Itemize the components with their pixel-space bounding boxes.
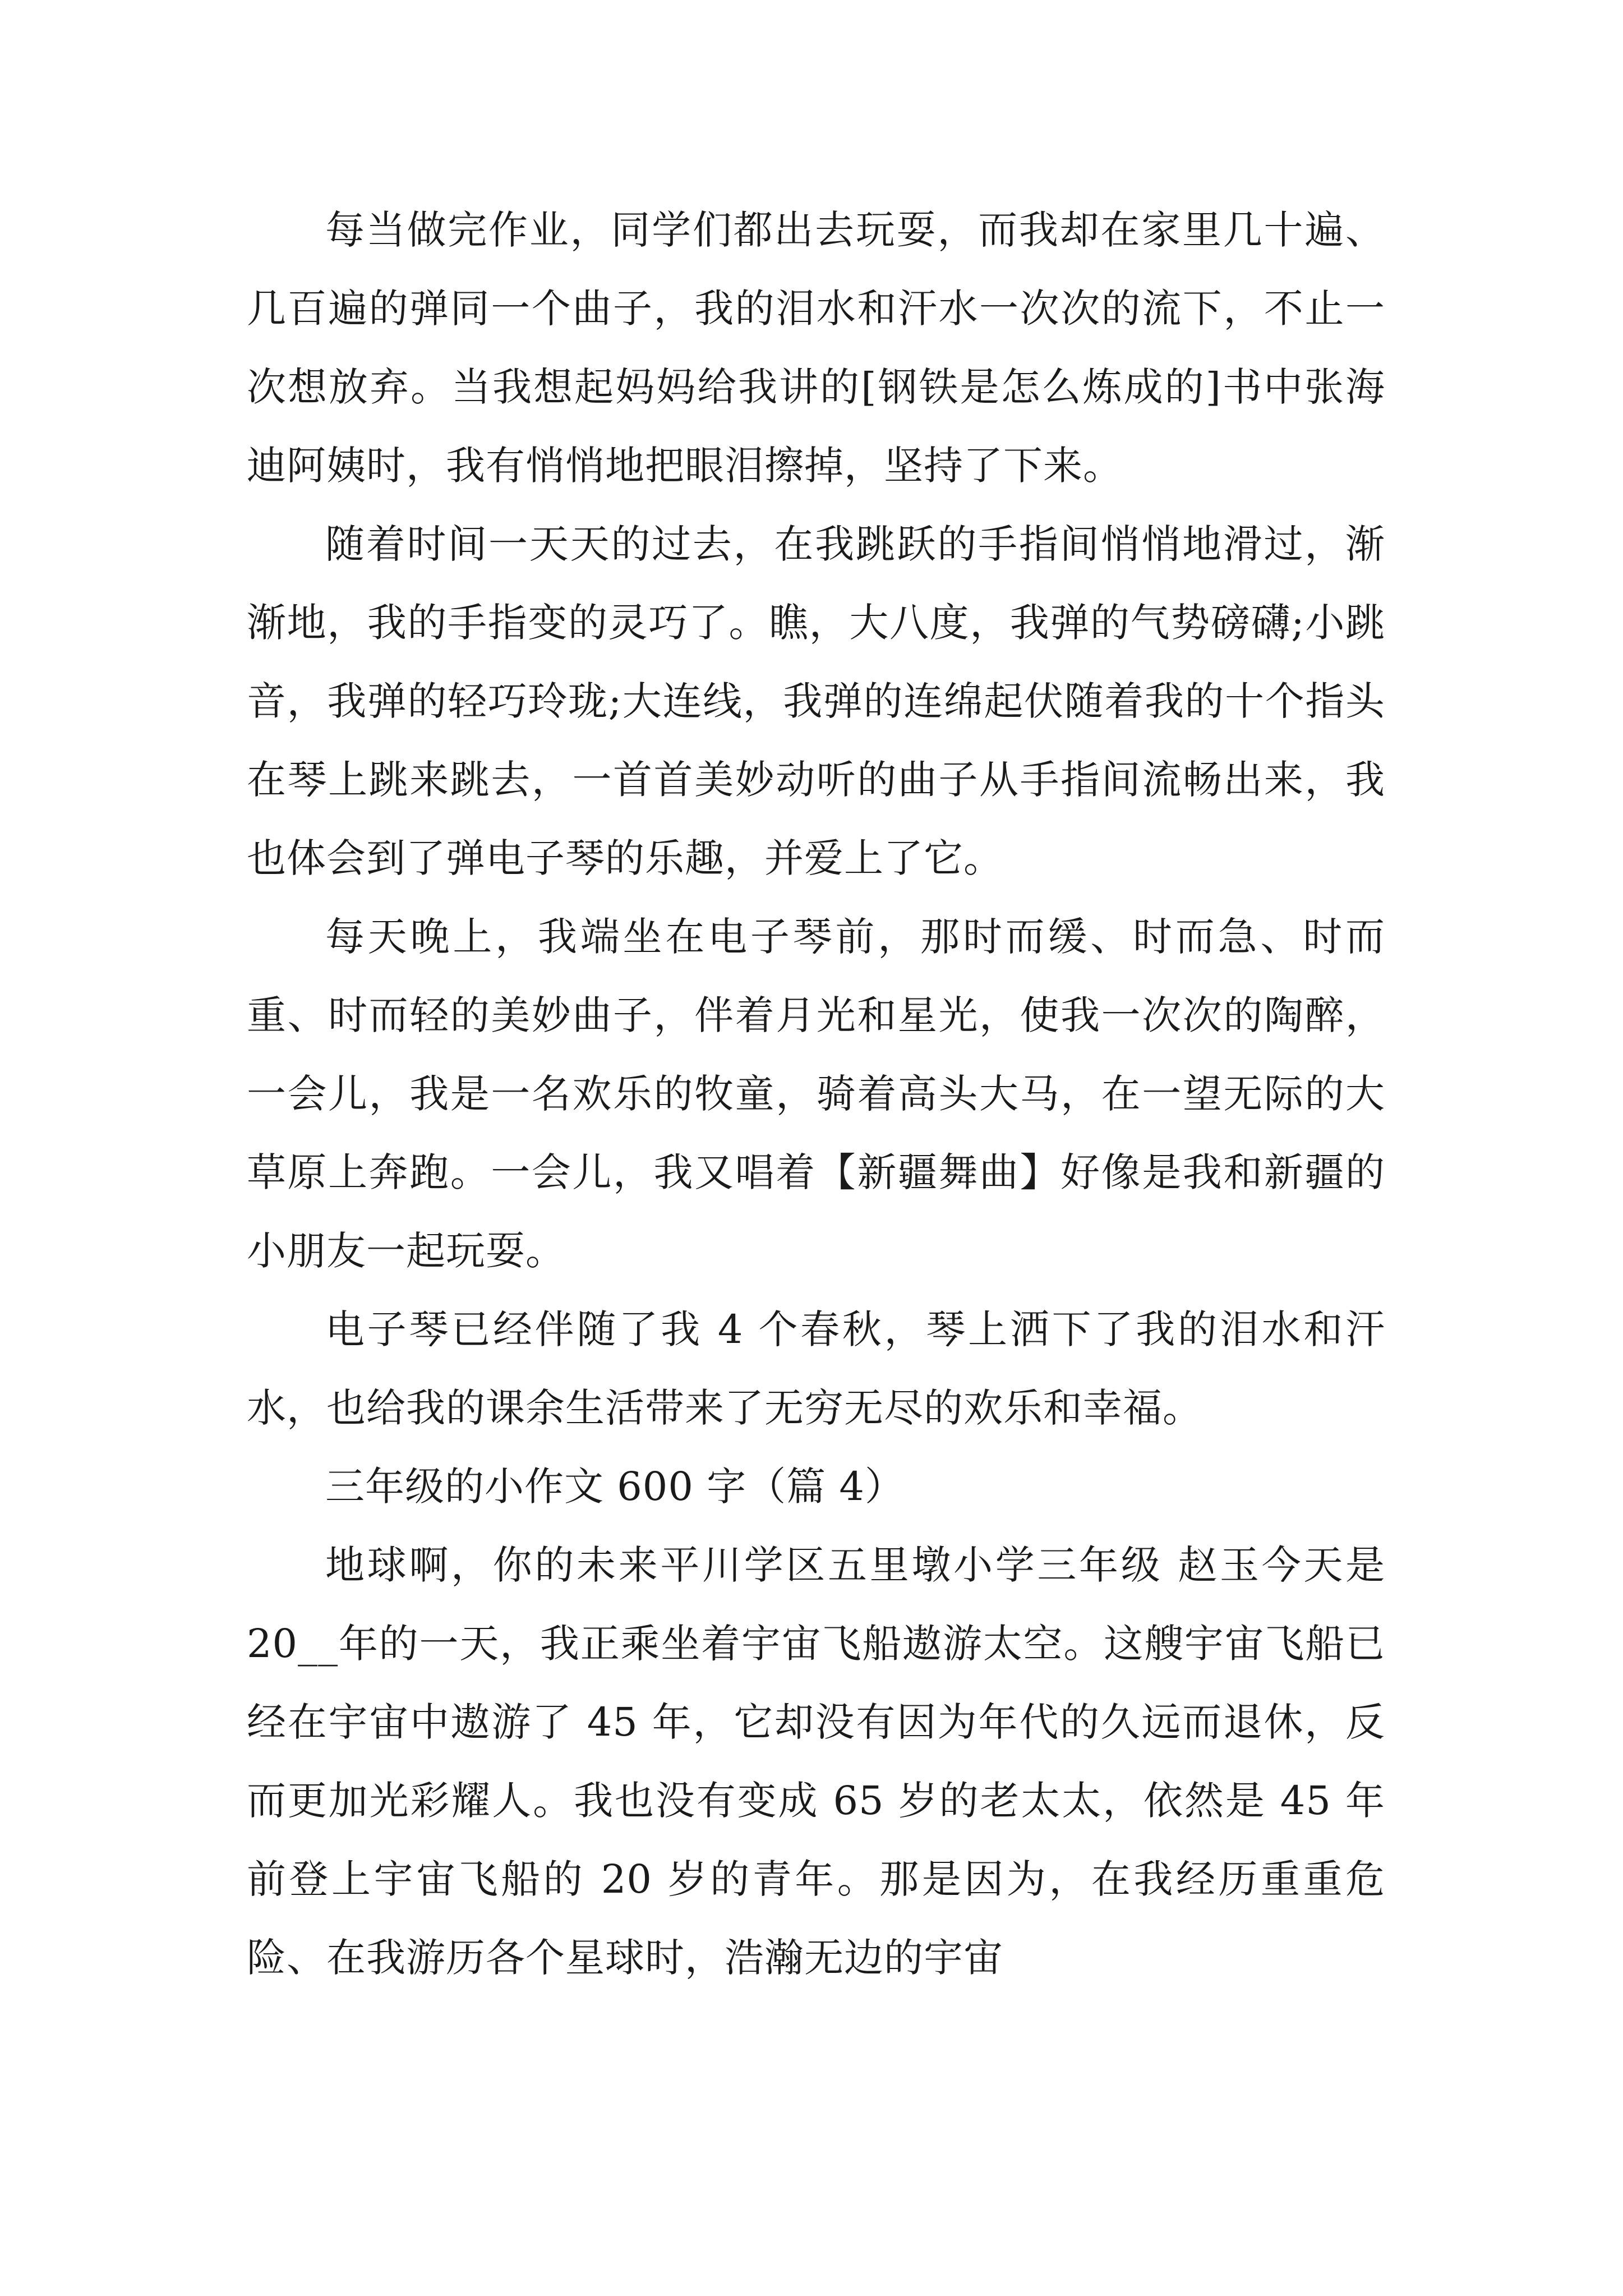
section-heading: 三年级的小作文 600 字（篇 4）	[325, 1464, 905, 1510]
paragraph-earth: 地球啊，你的未来平川学区五里墩小学三年级 赵玉今天是 20__年的一天，我正乘坐着宇宙飞船遨游太空。这艘宇宙飞船已经在宇宙中遨游了 45 年，它却没有因为年代的久远而退休，反而更加光彩耀人。我也没有变成 65 岁的老太太，依然是 45 年前登上宇宙飞船的 20 岁的青年。那是因为，在我经历重重危险、在我游历各个星球时，浩瀚无边的宇宙	[247, 1542, 1385, 1981]
document-body	[247, 191, 1385, 1997]
paragraph-evening: 每天晚上，我端坐在电子琴前，那时而缓、时而急、时而重、时而轻的美妙曲子，伴着月光和星光，使我一次次的陶醉，一会儿，我是一名欢乐的牧童，骑着高头大马，在一望无际的大草原上奔跑。一会儿，我又唱着【新疆舞曲】好像是我和新疆的小朋友一起玩耍。	[247, 914, 1385, 1274]
paragraph-progress: 随着时间一天天的过去，在我跳跃的手指间悄悄地滑过，渐渐地，我的手指变的灵巧了。瞧，大八度，我弹的气势磅礴;小跳音，我弹的轻巧玲珑;大连线，我弹的连绵起伏随着我的十个指头在琴上跳来跳去，一首首美妙动听的曲子从手指间流畅出来，我也体会到了弹电子琴的乐趣，并爱上了它。	[247, 521, 1385, 881]
paragraph-practice: 每当做完作业，同学们都出去玩耍，而我却在家里几十遍、几百遍的弹同一个曲子，我的泪水和汗水一次次的流下，不止一次想放弃。当我想起妈妈给我讲的[钢铁是怎么炼成的]书中张海迪阿姨时，我有悄悄地把眼泪擦掉，坚持了下来。	[247, 207, 1385, 489]
paragraph-conclusion: 电子琴已经伴随了我 4 个春秋，琴上洒下了我的泪水和汗水，也给我的课余生活带来了无穷无尽的欢乐和幸福。	[247, 1306, 1385, 1431]
